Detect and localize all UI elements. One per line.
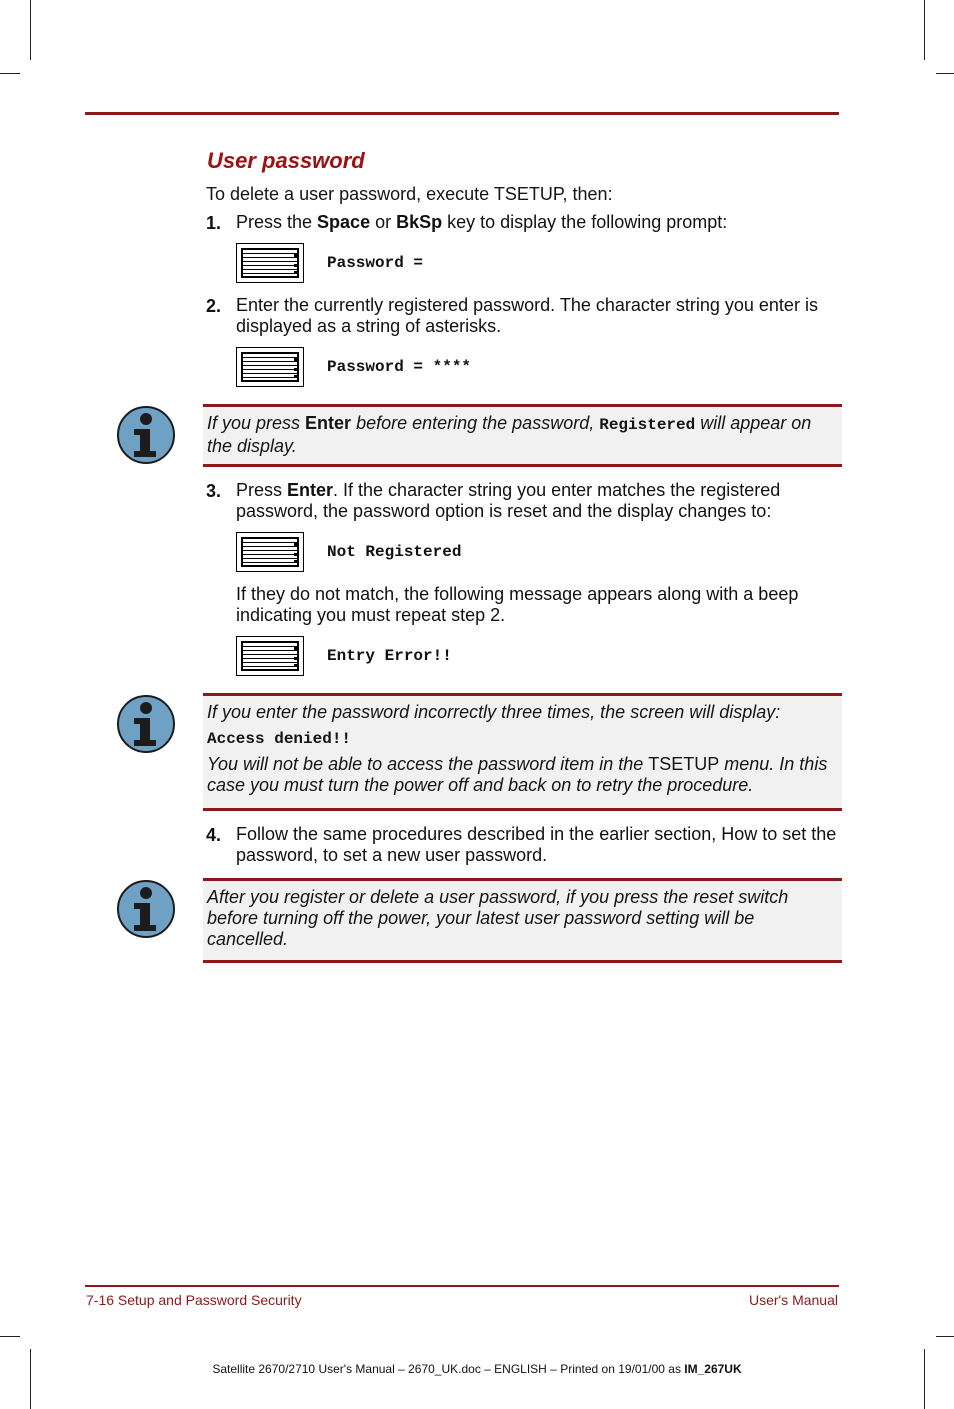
step-text: Follow the same procedures described in the earlier section, How to set the password, to set a new user password. (236, 824, 837, 865)
step-number: 2. (206, 296, 222, 316)
crop-mark (0, 1336, 20, 1337)
step-text: Press the Space or BkSp key to display the following prompt: (236, 212, 728, 232)
key-name: Enter (287, 480, 334, 500)
print-code: IM_267UK (684, 1362, 742, 1376)
step-followup: If they do not match, the following message appears along with a beep indicating you must repeat step 2. (236, 584, 799, 625)
footer-chapter: 7-16 Setup and Password Security (86, 1292, 302, 1308)
intro-text: To delete a user password, execute TSETUP, then: (206, 184, 613, 204)
info-icon (116, 879, 176, 939)
note-box (203, 693, 842, 811)
info-icon (116, 694, 176, 754)
step-number: 3. (206, 481, 222, 501)
crop-mark (0, 73, 20, 74)
note-box (203, 404, 842, 467)
section-title: User password (207, 148, 365, 173)
note-text: If you press Enter before entering the password, Registered will appear on the display. (207, 413, 812, 456)
crop-mark (924, 0, 925, 60)
footer-rule (85, 1285, 839, 1287)
prompt-text: Not Registered (327, 543, 462, 561)
key-name: Space (317, 212, 371, 232)
crop-mark (936, 73, 954, 74)
note-text: After you register or delete a user password, if you press the reset switch before turning off the power, your latest user password setting will be cancelled. (207, 887, 789, 949)
code-text: Registered (599, 416, 696, 434)
display-icon (236, 243, 304, 283)
prompt-text: Password = (327, 254, 424, 272)
info-icon (116, 405, 176, 465)
display-icon (236, 347, 304, 387)
header-rule (85, 112, 839, 115)
note-text: You will not be able to access the password item in the TSETUP menu. In this case you must turn the power off and back on to retry the procedure. (207, 754, 828, 795)
prompt-text: Password = **** (327, 358, 472, 376)
crop-mark (936, 1336, 954, 1337)
display-icon (236, 636, 304, 676)
footer-manual-title: User's Manual (748, 1292, 838, 1308)
note-box (203, 878, 842, 963)
menu-name: TSETUP (648, 754, 720, 774)
key-name: Enter (305, 413, 352, 433)
step-text: Enter the currently registered password. The character string you enter is displayed as a string of asterisks. (236, 295, 818, 336)
crop-mark (924, 1349, 925, 1409)
display-icon (236, 532, 304, 572)
step-number: 4. (206, 825, 222, 845)
prompt-text: Entry Error!! (327, 647, 452, 665)
key-name: BkSp (396, 212, 443, 232)
step-text: Press Enter. If the character string you enter matches the registered password, the password option is reset and the display changes to: (236, 480, 781, 521)
step-number: 1. (206, 213, 222, 233)
crop-mark (30, 0, 31, 60)
print-info: Satellite 2670/2710 User's Manual – 2670_UK.doc – ENGLISH – Printed on 19/01/00 as IM_267UK (212, 1362, 742, 1376)
code-text: Access denied!! (207, 730, 352, 748)
crop-mark (30, 1349, 31, 1409)
note-text: If you enter the password incorrectly three times, the screen will display: (207, 702, 781, 722)
